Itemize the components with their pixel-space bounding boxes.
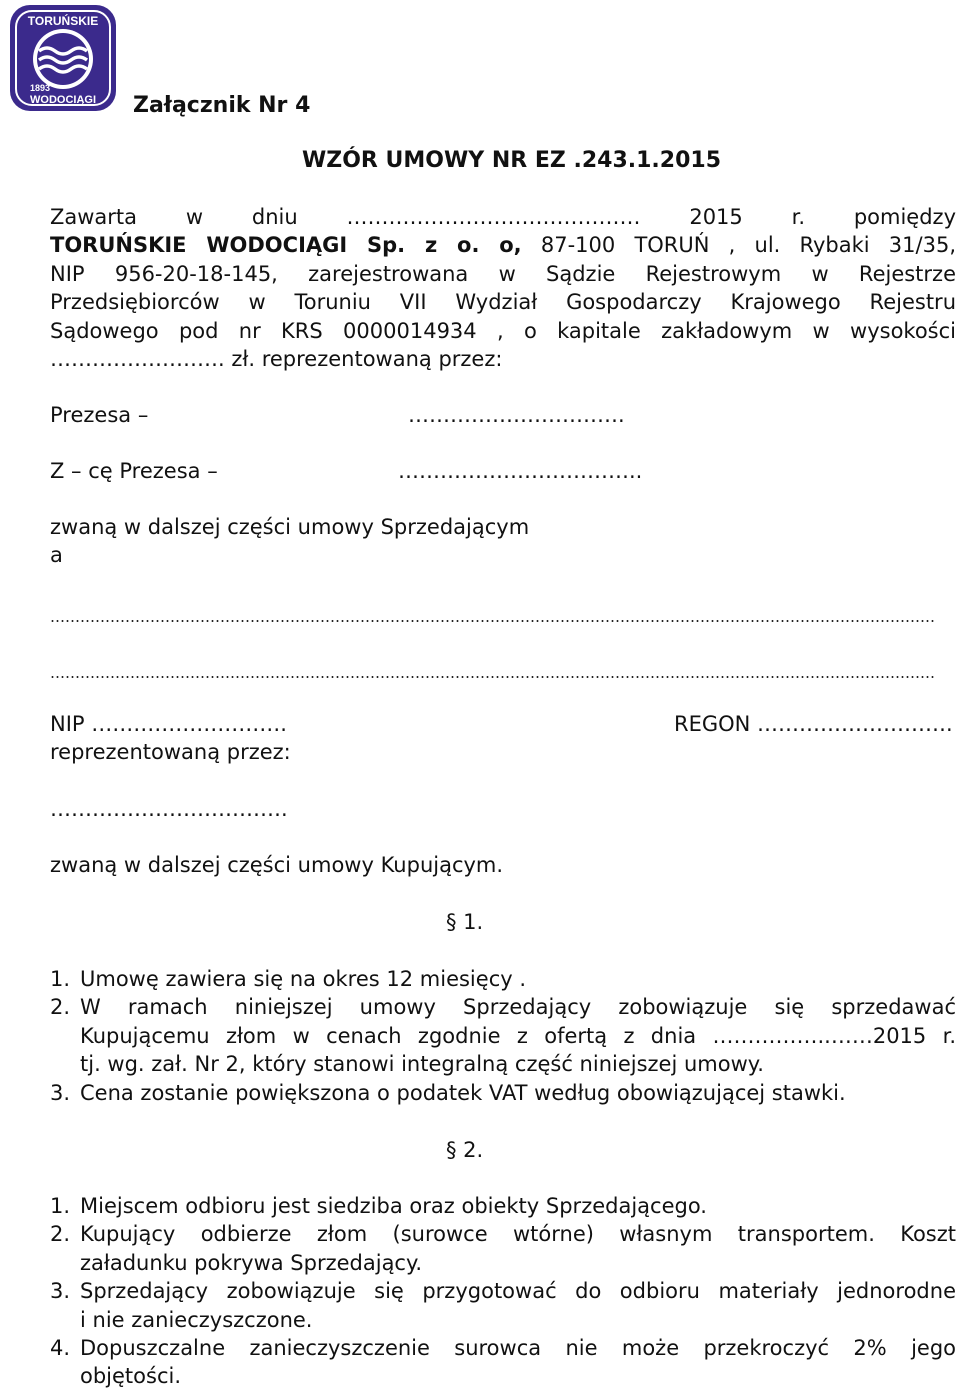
item-text: Kupującemu złom w cenach zgodnie z ofertą z dnia ……………..……2015 r. (80, 1023, 956, 1048)
list-item (0, 1220, 956, 1277)
item-number: 3. (50, 1080, 71, 1105)
section2-list (0, 1192, 956, 1391)
buyer-rep-value: ……………………………. (50, 797, 288, 821)
list-item (0, 965, 956, 993)
buyer-clause: zwaną w dalszej części umowy Kupującym. (50, 853, 504, 877)
list-item (0, 1079, 956, 1107)
buyer-rep-label: reprezentowaną przez: (50, 740, 291, 764)
rep-role-vice-president: Z – cę Prezesa – (50, 459, 218, 483)
company-name: TORUŃSKIE WODOCIĄGI Sp. z o. o, (50, 233, 522, 258)
intro-paragraph (50, 203, 956, 373)
intro-line: Sądowego pod nr KRS 0000014934 , o kapitale zakładowym w wysokości (50, 318, 956, 343)
buyer-address-blank (50, 676, 936, 678)
item-text: Sprzedający zobowiązuje się przygotować do odbioru materiały jednorodne (80, 1279, 956, 1304)
item-text: Kupujący odbierze złom (surowce wtórne) własnym transportem. Koszt (80, 1222, 956, 1247)
company-address: 87-100 TORUŃ , ul. Rybaki 31/35, (521, 233, 956, 258)
intro-line: ……………………. zł. reprezentowaną przez: (50, 347, 503, 372)
company-logo (8, 3, 118, 113)
item-text: załadunku pokrywa Sprzedający. (80, 1250, 423, 1275)
item-text: i nie zanieczyszczone. (80, 1307, 313, 1332)
item-number: 2. (50, 1222, 71, 1247)
svg-text:WODOCIĄGI: WODOCIĄGI (30, 94, 96, 106)
document-title: WZÓR UMOWY NR EZ .243.1.2015 (302, 148, 722, 173)
intro-line: Przedsiębiorców w Toruniu VII Wydział Gospodarczy Krajowego Rejestru (50, 290, 956, 315)
rep-role-president: Prezesa – (50, 403, 149, 427)
section-heading: § 2. (446, 1138, 484, 1162)
svg-text:TORUŃSKIE: TORUŃSKIE (27, 14, 99, 28)
rep-value-president: …………………………. (408, 403, 625, 427)
item-text: W ramach niniejszej umowy Sprzedający zobowiązuje się sprzedawać (80, 995, 956, 1020)
seller-clause: zwaną w dalszej części umowy Sprzedającym (50, 515, 530, 539)
section-heading: § 1. (446, 910, 484, 934)
item-number: 1. (50, 1194, 71, 1218)
intro-line: Zawarta w dniu …………………………………… 2015 r. pomiędzy (50, 205, 956, 229)
item-text: Cena zostanie powiększona o podatek VAT według obowiązującej stawki. (80, 1080, 846, 1105)
nip-field: NIP ………………………. (50, 712, 287, 736)
item-number: 2. (50, 995, 71, 1020)
regon-field: REGON ………………………. (674, 712, 953, 736)
item-text: tj. wg. zał. Nr 2, który stanowi integralną część niniejszej umowy. (80, 1052, 764, 1077)
list-item (0, 1334, 956, 1391)
item-text: Miejscem odbioru jest siedziba oraz obiekty Sprzedającego. (80, 1194, 707, 1218)
intro-line (50, 231, 956, 259)
svg-text:1893: 1893 (30, 83, 51, 93)
buyer-name-blank (50, 620, 936, 622)
annex-label: Załącznik Nr 4 (133, 93, 311, 118)
section1-list (0, 965, 956, 1107)
item-text: objętości. (80, 1364, 182, 1389)
conjunction: a (50, 543, 63, 567)
intro-line: NIP 956-20-18-145, zarejestrowana w Sądzie Rejestrowym w Rejestrze (50, 261, 956, 286)
item-number: 4. (50, 1336, 71, 1361)
list-item (0, 1192, 956, 1220)
list-item (0, 1277, 956, 1334)
item-text: Dopuszczalne zanieczyszczenie surowca nie może przekroczyć 2% jego (80, 1336, 956, 1361)
item-number: 1. (50, 967, 71, 991)
rep-value-vice-president: …………………………….. (398, 459, 643, 483)
item-number: 3. (50, 1279, 71, 1304)
list-item (0, 993, 956, 1078)
item-text: Umowę zawiera się na okres 12 miesięcy . (80, 967, 527, 991)
